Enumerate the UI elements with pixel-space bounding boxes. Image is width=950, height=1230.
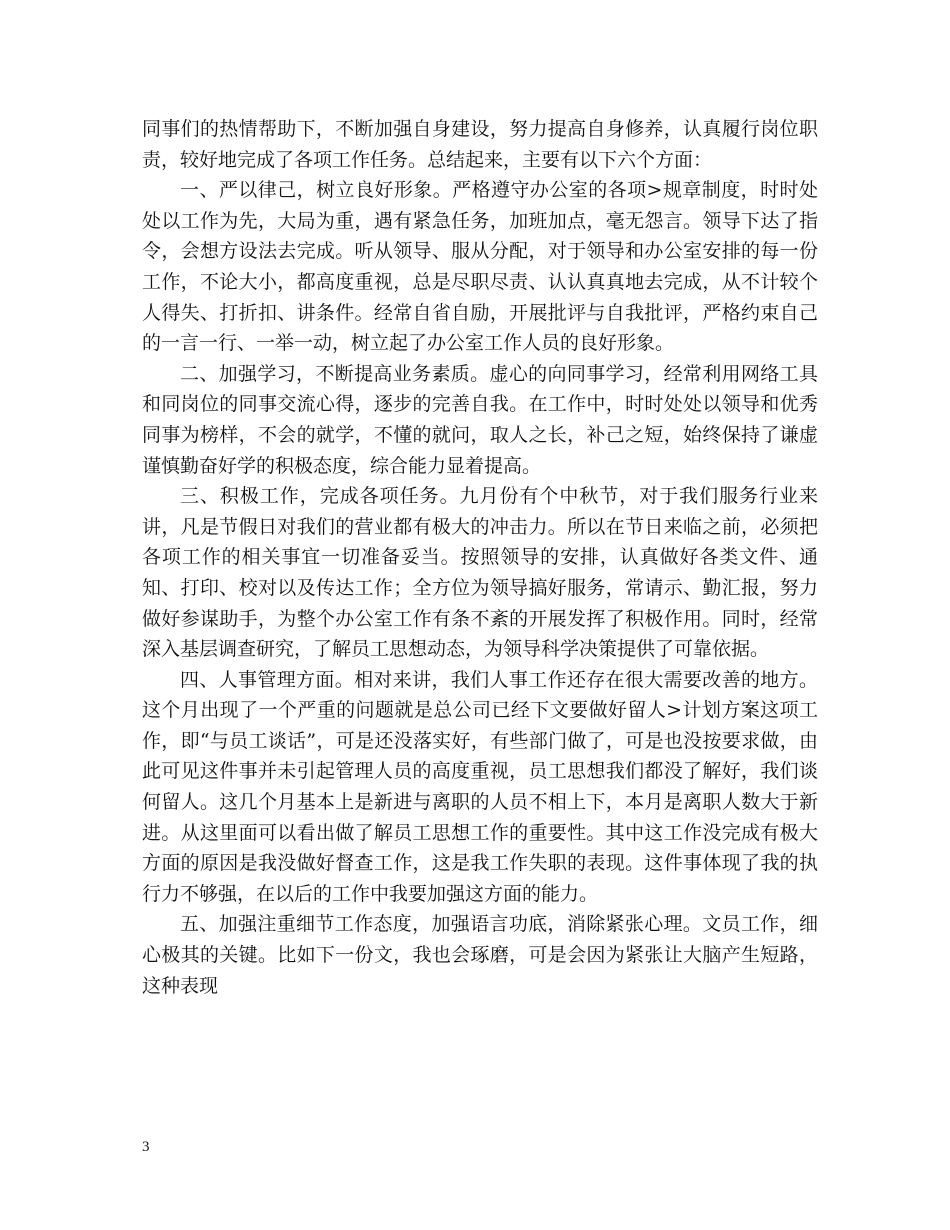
paragraph-continuation: 同事们的热情帮助下，不断加强自身建设，努力提高自身修养，认真履行岗位职责，较好地完成了各项工作任务。总结起来，主要有以下六个方面：: [142, 118, 818, 171]
paragraph-self-discipline: 一、严以律己，树立良好形象。严格遵守办公室的各项>规章制度，时时处处以工作为先，大局为重，遇有紧急任务，加班加点，毫无怨言。领导下达了指令，会想方设法去完成。听从领导、服从分配，对于领导和办公室安排的每一份工作，不论大小，都高度重视，总是尽职尽责、认认真真地去完成，从不计较个人得失、打折扣、讲条件。经常自省自励，开展批评与自我批评，严格约束自己的一言一行、一举一动，树立起了办公室工作人员的良好形象。: [142, 179, 818, 355]
paragraph-attention-to-detail: 五、加强注重细节工作态度，加强语言功底，消除紧张心理。文员工作，细心极其的关键。比如下一份文，我也会琢磨，可是会因为紧张让大脑产生短路，这种表现: [142, 913, 818, 997]
page-number: 3: [142, 1139, 150, 1155]
document-body: [142, 114, 818, 1001]
paragraph-learning: 二、加强学习，不断提高业务素质。虚心的向同事学习，经常利用网络工具和同岗位的同事交流心得，逐步的完善自我。在工作中，时时处处以领导和优秀同事为榜样，不会的就学，不懂的就问，取人之长，补己之短，始终保持了谦虚谨慎勤奋好学的积极态度，综合能力显着提高。: [142, 362, 818, 477]
paragraph-personnel-management: 四、人事管理方面。相对来讲，我们人事工作还存在很大需要改善的地方。这个月出现了一个严重的问题就是总公司已经下文要做好留人>计划方案这项工作，即“与员工谈话”，可是还没落实好，有些部门做了，可是也没按要求做，由此可见这件事并未引起管理人员的高度重视，员工思想我们都没了解好，我们谈何留人。这几个月基本上是新进与离职的人员不相上下，本月是离职人数大于新进。从这里面可以看出做了解员工思想工作的重要性。其中这工作没完成有极大方面的原因是我没做好督查工作，这是我工作失职的表现。这件事体现了我的执行力不够强，在以后的工作中我要加强这方面的能力。: [142, 668, 818, 905]
paragraph-active-work: 三、积极工作，完成各项任务。九月份有个中秋节，对于我们服务行业来讲，凡是节假日对我们的营业都有极大的冲击力。所以在节日来临之前，必须把各项工作的相关事宜一切准备妥当。按照领导的安排，认真做好各类文件、通知、打印、校对以及传达工作；全方位为领导搞好服务，常请示、勤汇报，努力做好参谋助手，为整个办公室工作有条不紊的开展发挥了积极作用。同时，经常深入基层调查研究，了解员工思想动态，为领导科学决策提供了可靠依据。: [142, 485, 818, 661]
